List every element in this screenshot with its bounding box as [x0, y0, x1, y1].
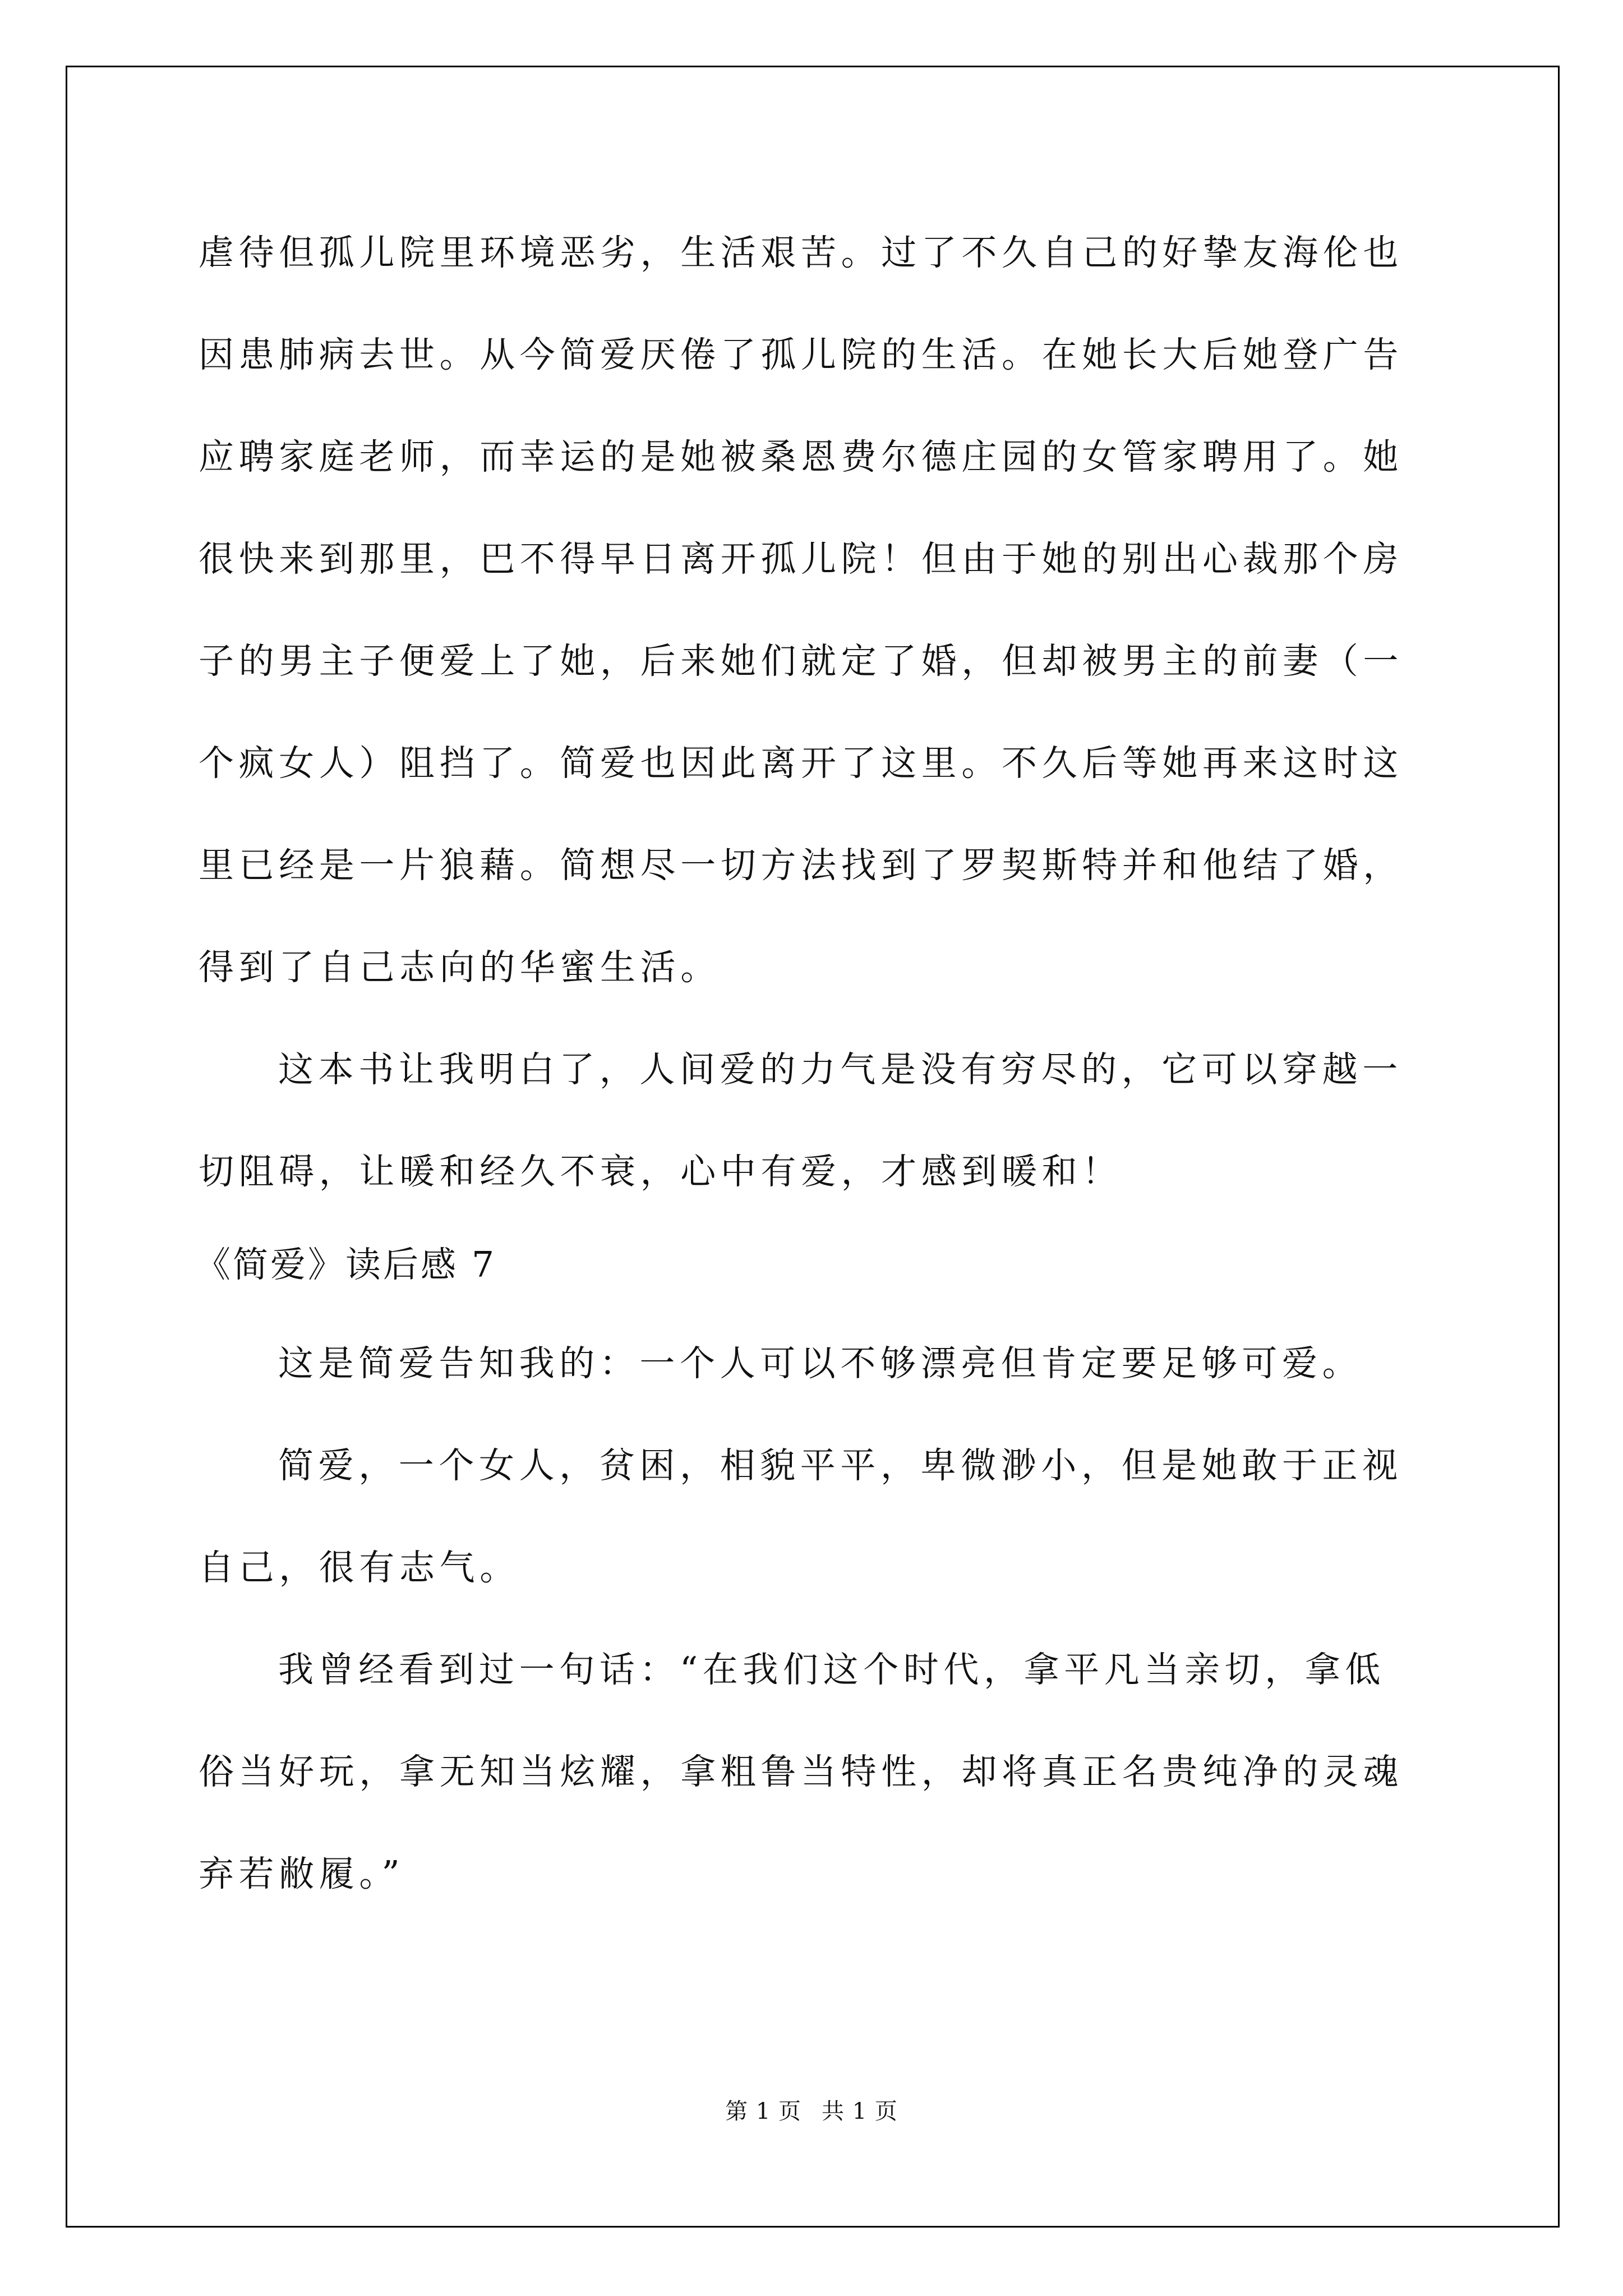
- paragraph-first-line: 我曾经看到过一句话：“在我们这个时代，拿平凡当亲切，拿低: [278, 1649, 1386, 1690]
- document-body: [195, 202, 1432, 1925]
- paragraph-first-line: 这是简爱告知我的：一个人可以不够漂亮但肯定要足够可爱。: [278, 1343, 1363, 1384]
- section-heading: 《简爱》读后感 7: [195, 1244, 497, 1285]
- text-line: 俗当好玩，拿无知当炫耀，拿粗鲁当特性，却将真正名贵纯净的灵魂: [199, 1751, 1403, 1792]
- paragraph-first-line: 简爱，一个女人，贫困，相貌平平，卑微渺小，但是她敢于正视: [278, 1445, 1403, 1486]
- text-line: 因患肺病去世。从今简爱厌倦了孤儿院的生活。在她长大后她登广告: [199, 334, 1403, 375]
- text-line: 得到了自己志向的华蜜生活。: [199, 947, 721, 988]
- text-line: 弃若敝履。”: [199, 1853, 405, 1894]
- text-line: 很快来到那里，巴不得早日离开孤儿院！但由于她的别出心裁那个房: [199, 539, 1403, 579]
- text-line: 应聘家庭老师，而幸运的是她被桑恩费尔德庄园的女管家聘用了。她: [199, 436, 1403, 477]
- paragraph-first-line: 这本书让我明白了，人间爱的力气是没有穷尽的，它可以穿越一: [278, 1049, 1403, 1090]
- text-line: 个疯女人）阻挡了。简爱也因此离开了这里。不久后等她再来这时这: [199, 743, 1403, 784]
- text-line: 子的男主子便爱上了她，后来她们就定了婚，但却被男主的前妻（一: [199, 641, 1403, 682]
- page-total: 共 1 页: [822, 2099, 898, 2124]
- page-footer: [0, 2093, 1623, 2125]
- text-line: 切阻碍，让暖和经久不衰，心中有爱，才感到暖和！: [199, 1151, 1122, 1192]
- page-number: 第 1 页: [725, 2099, 801, 2124]
- text-line: 自己，很有志气。: [199, 1547, 520, 1588]
- text-line: 里已经是一片狼藉。简想尽一切方法找到了罗契斯特并和他结了婚，: [199, 845, 1403, 886]
- text-line: 虐待但孤儿院里环境恶劣，生活艰苦。过了不久自己的好挚友海伦也: [199, 232, 1403, 273]
